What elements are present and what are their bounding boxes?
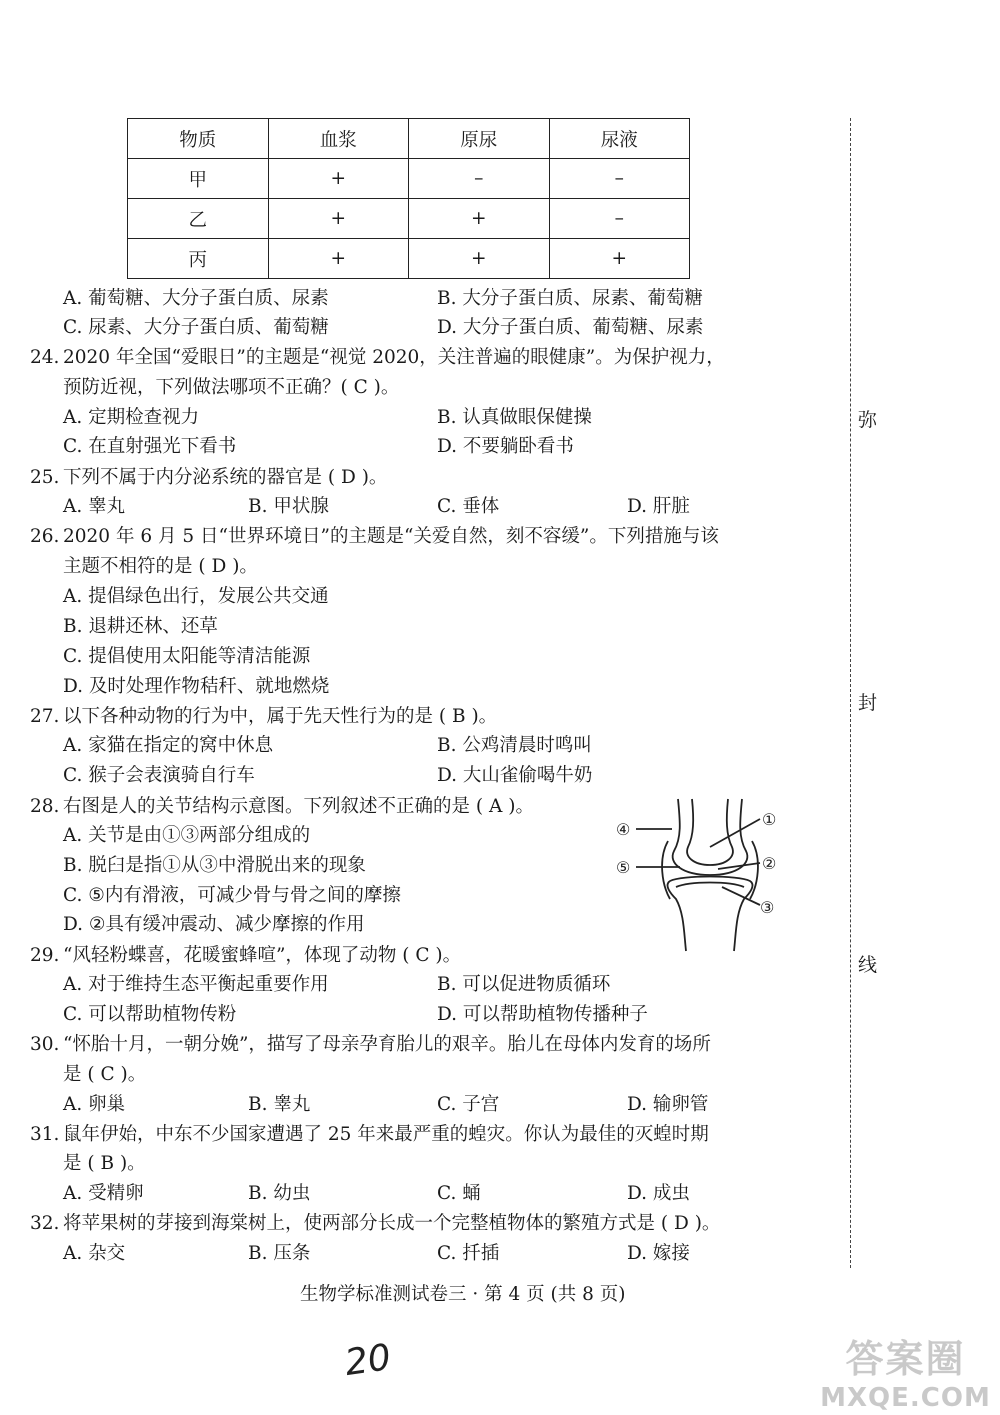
- q30-option-b: B. 睾丸: [248, 1094, 311, 1115]
- q29-option-a: A. 对于维持生态平衡起重要作用: [63, 974, 329, 995]
- handwritten-number: 20: [342, 1337, 394, 1384]
- q23-option-c: C. 尿素、大分子蛋白质、葡萄糖: [63, 317, 329, 338]
- q28-option-b: B. 脱臼是指①从③中滑脱出来的现象: [63, 855, 366, 876]
- q26-option-d: D. 及时处理作物秸秆、就地燃烧: [63, 676, 330, 697]
- q31-option-d: D. 成虫: [627, 1183, 690, 1204]
- q31-option-a: A. 受精卵: [63, 1183, 144, 1204]
- diagram-label-1: ①: [762, 810, 777, 829]
- seal-cut-line: [850, 118, 851, 1268]
- q23-option-d: D. 大分子蛋白质、葡萄糖、尿素: [437, 317, 704, 338]
- table-cell: +: [409, 239, 550, 279]
- margin-char-mi: 弥: [858, 409, 878, 431]
- q26-option-a: A. 提倡绿色出行，发展公共交通: [63, 586, 329, 607]
- table-cell: +: [268, 159, 409, 199]
- q26-option-c: C. 提倡使用太阳能等清洁能源: [63, 646, 311, 667]
- table-cell: +: [549, 239, 690, 279]
- table-cell: +: [409, 199, 550, 239]
- table-cell: 丙: [128, 239, 269, 279]
- table-cell: –: [409, 159, 550, 199]
- q32-option-d: D. 嫁接: [627, 1243, 690, 1264]
- margin-char-feng: 封: [858, 692, 878, 714]
- q23-option-b: B. 大分子蛋白质、尿素、葡萄糖: [437, 288, 703, 309]
- q32-option-a: A. 杂交: [63, 1243, 126, 1264]
- q29-option-b: B. 可以促进物质循环: [437, 974, 611, 995]
- q27-option-b: B. 公鸡清晨时鸣叫: [437, 735, 592, 756]
- table-header-cell: 血浆: [268, 119, 409, 159]
- q29-option-c: C. 可以帮助植物传粉: [63, 1004, 237, 1025]
- q31-option-b: B. 幼虫: [248, 1183, 311, 1204]
- table-header-cell: 尿液: [549, 119, 690, 159]
- q32-stem: 将苹果树的芽接到海棠树上，使两部分长成一个完整植物体的繁殖方式是 ( D )。: [63, 1213, 721, 1234]
- q30-number: 30.: [30, 1034, 60, 1055]
- q24-option-c: C. 在直射强光下看书: [63, 436, 237, 457]
- q25-option-b: B. 甲状腺: [248, 496, 329, 517]
- q32-number: 32.: [30, 1213, 60, 1234]
- q27-stem: 以下各种动物的行为中，属于先天性行为的是 ( B )。: [63, 706, 498, 727]
- table-cell: –: [549, 199, 690, 239]
- upper-bone-outline: [673, 799, 748, 875]
- q28-option-a: A. 关节是由①③两部分组成的: [63, 825, 311, 846]
- margin-char-xian: 线: [858, 954, 878, 976]
- table-header-cell: 物质: [128, 119, 269, 159]
- watermark-logo: [818, 1328, 993, 1413]
- q27-option-c: C. 猴子会表演骑自行车: [63, 765, 255, 786]
- q27-option-a: A. 家猫在指定的窝中休息: [63, 735, 274, 756]
- q26-option-b: B. 退耕还林、还草: [63, 616, 218, 637]
- q28-option-c: C. ⑤内有滑液，可减少骨与骨之间的摩擦: [63, 885, 401, 906]
- q32-option-b: B. 压条: [248, 1243, 311, 1264]
- q31-stem-line2: 是 ( B )。: [63, 1153, 146, 1174]
- q30-stem-line1: “怀胎十月，一朝分娩”，描写了母亲孕育胎儿的艰辛。胎儿在母体内发育的场所: [63, 1034, 711, 1055]
- q25-stem: 下列不属于内分泌系统的器官是 ( D )。: [63, 467, 388, 488]
- q30-option-a: A. 卵巢: [63, 1094, 126, 1115]
- q29-option-d: D. 可以帮助植物传播种子: [437, 1004, 648, 1025]
- diagram-label-2: ②: [762, 854, 777, 873]
- diagram-label-5: ⑤: [616, 858, 631, 877]
- q30-option-c: C. 子宫: [437, 1094, 500, 1115]
- q25-option-d: D. 肝脏: [627, 496, 690, 517]
- q30-option-d: D. 输卵管: [627, 1094, 709, 1115]
- table-cell: +: [268, 239, 409, 279]
- q28-stem: 右图是人的关节结构示意图。下列叙述不正确的是 ( A )。: [63, 796, 534, 817]
- lower-bone-outline: [668, 877, 753, 952]
- q24-stem-line2: 预防近视，下列做法哪项不正确？( C )。: [63, 377, 400, 398]
- q24-option-b: B. 认真做眼保健操: [437, 407, 592, 428]
- diagram-label-3: ③: [760, 898, 775, 917]
- q26-stem-line2: 主题不相符的是 ( D )。: [63, 556, 258, 577]
- q24-option-a: A. 定期检查视力: [63, 407, 200, 428]
- q26-stem-line1: 2020 年 6 月 5 日“世界环境日”的主题是“关爱自然，刻不容缓”。下列措施与该: [63, 526, 719, 547]
- table-cell: 乙: [128, 199, 269, 239]
- upper-bone-inner: [687, 799, 733, 865]
- table-row: [128, 159, 690, 199]
- diagram-label-4: ④: [616, 820, 631, 839]
- q29-stem: “风轻粉蝶喜，花暖蜜蜂喧”，体现了动物 ( C )。: [63, 945, 462, 966]
- q28-number: 28.: [30, 796, 60, 817]
- q28-option-d: D. ②具有缓冲震动、减少摩擦的作用: [63, 914, 365, 935]
- q27-number: 27.: [30, 706, 60, 727]
- q25-option-c: C. 垂体: [437, 496, 500, 517]
- table-cell: +: [268, 199, 409, 239]
- lower-bone-cartilage: [676, 883, 744, 888]
- q31-stem-line1: 鼠年伊始，中东不少国家遭遇了 25 年来最严重的蝗灾。你认为最佳的灭蝗时期: [63, 1124, 709, 1145]
- q29-number: 29.: [30, 945, 60, 966]
- q23-option-a: A. 葡萄糖、大分子蛋白质、尿素: [63, 288, 329, 309]
- q31-number: 31.: [30, 1124, 60, 1145]
- watermark-url: MXQE.COM: [820, 1383, 991, 1413]
- table-cell: –: [549, 159, 690, 199]
- q31-option-c: C. 蛹: [437, 1183, 481, 1204]
- table-row: [128, 239, 690, 279]
- table-row: [128, 199, 690, 239]
- q25-number: 25.: [30, 467, 60, 488]
- table-cell: 甲: [128, 159, 269, 199]
- joint-capsule: [662, 841, 758, 899]
- q30-stem-line2: 是 ( C )。: [63, 1064, 147, 1085]
- q24-number: 24.: [30, 347, 60, 368]
- q27-option-d: D. 大山雀偷喝牛奶: [437, 765, 593, 786]
- page-footer: 生物学标准测试卷三 · 第 4 页 (共 8 页): [300, 1284, 626, 1305]
- q26-number: 26.: [30, 526, 60, 547]
- q24-option-d: D. 不要躺卧看书: [437, 436, 574, 457]
- table-header-cell: 原尿: [409, 119, 550, 159]
- q24-stem-line1: 2020 年全国“爱眼日”的主题是“视觉 2020，关注普遍的眼健康”。为保护视力，: [63, 347, 725, 368]
- q25-option-a: A. 睾丸: [63, 496, 126, 517]
- joint-diagram: [610, 795, 800, 955]
- q32-option-c: C. 扦插: [437, 1243, 500, 1264]
- table-header-row: [128, 119, 690, 159]
- substance-table: [127, 118, 690, 279]
- watermark-text: 答案圈: [845, 1337, 966, 1381]
